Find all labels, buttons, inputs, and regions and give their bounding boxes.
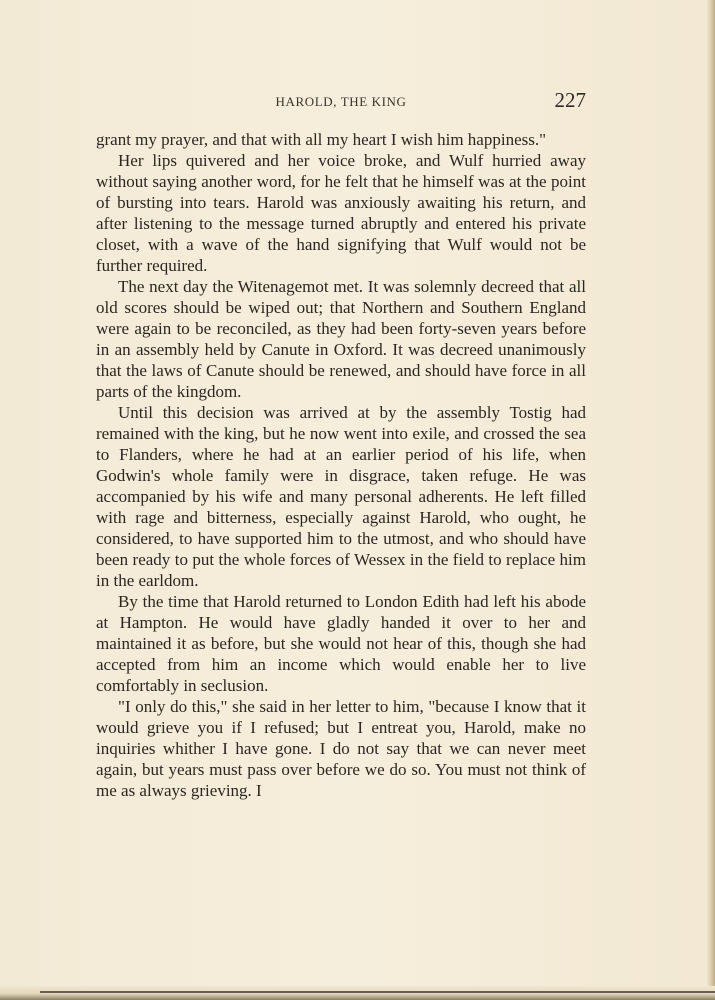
paragraph: grant my prayer, and that with all my heart I wish him happiness." xyxy=(96,130,547,149)
paragraph: Her lips quivered and her voice broke, and Wulf hurried away without saying another word, for he felt that he himself was at the point of bursting into tears. Harold was anxiously awaiting his return, and after listening to the message turned abruptly and entered his private closet, with a wave of the hand signifying that Wulf would not be further required. xyxy=(96,151,586,275)
page-header xyxy=(96,88,586,114)
paragraph: The next day the Witenagemot met. It was solemnly decreed that all old scores should be wiped out; that Northern and Southern England were again to be reconciled, as they had been forty-seven years before in an assembly held by Canute in Oxford. It was decreed unanimously that the laws of Canute should be renewed, and should have force in all parts of the kingdom. xyxy=(96,277,586,401)
body-text xyxy=(96,129,586,801)
paragraph: Until this decision was arrived at by the assembly Tostig had remained with the king, but he now went into exile, and crossed the sea to Flanders, where he had at an earlier period of his life, when Godwin's whole family were in disgrace, taken refuge. He was accompanied by his wife and many personal adherents. He left filled with rage and bitterness, especially against Harold, who ought, he considered, to have supported him to the utmost, and who should have been ready to put the whole forces of Wessex in the field to replace him in the earldom. xyxy=(96,403,586,590)
page-edge-right xyxy=(707,0,715,1000)
paragraph: "I only do this," she said in her letter to him, "because I know that it would grieve you if I refused; but I entreat you, Harold, make no inquiries whither I have gone. I do not say that we can never meet again, but years must pass over before we do so. You must not think of me as always grieving. I xyxy=(96,697,586,800)
bottom-rule xyxy=(40,991,715,993)
page-number: 227 xyxy=(554,88,586,112)
page-edge-bottom xyxy=(0,986,715,1000)
paragraph: By the time that Harold returned to London Edith had left his abode at Hampton. He would have gladly handed it over to her and maintained it as before, but she would not hear of this, though she had accepted from him an income which would enable her to live comfortably in seclusion. xyxy=(96,592,586,695)
running-head: HAROLD, THE KING xyxy=(275,94,407,109)
